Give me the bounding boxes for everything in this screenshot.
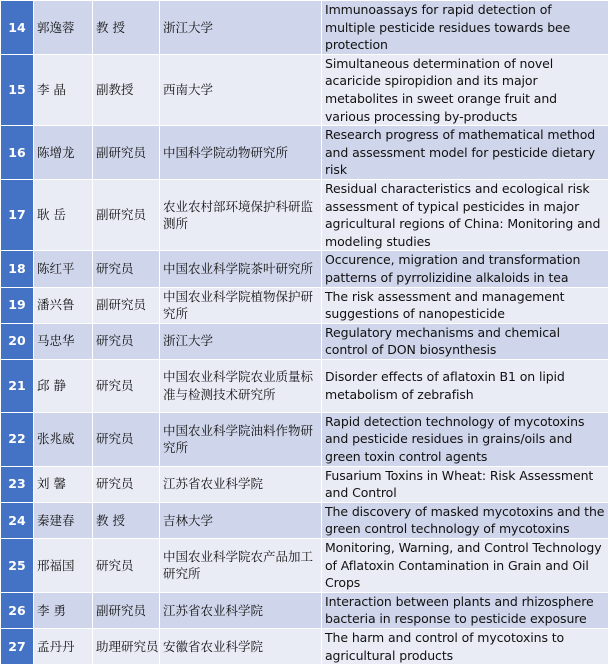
table-row xyxy=(1,1,608,55)
table-row xyxy=(1,502,608,538)
speaker-name: 孟丹丹 xyxy=(34,629,93,665)
speaker-title: 教 授 xyxy=(93,502,160,538)
speaker-title: 副研究员 xyxy=(93,179,160,250)
table-row xyxy=(1,539,608,593)
speaker-title: 助理研究员 xyxy=(93,629,160,665)
speaker-organization: 中国科学院动物研究所 xyxy=(160,126,322,180)
talk-topic: The risk assessment and management suggestions of nanopesticide xyxy=(322,287,608,323)
speaker-title: 研究员 xyxy=(93,323,160,359)
row-number: 24 xyxy=(1,502,34,538)
speaker-title: 研究员 xyxy=(93,466,160,502)
speaker-organization: 安徽省农业科学院 xyxy=(160,629,322,665)
speaker-name: 李 晶 xyxy=(34,54,93,125)
speaker-organization: 农业农村部环境保护科研监测所 xyxy=(160,179,322,250)
row-number: 16 xyxy=(1,126,34,180)
speaker-title: 研究员 xyxy=(93,539,160,593)
row-number: 27 xyxy=(1,629,34,665)
row-number: 15 xyxy=(1,54,34,125)
talk-topic: Residual characteristics and ecological risk assessment of typical pesticides in major agricultural regions of China: Monitoring and modeling studies xyxy=(322,179,608,250)
speaker-organization: 吉林大学 xyxy=(160,502,322,538)
talk-topic: Rapid detection technology of mycotoxins and pesticide residues in grains/oils and green toxin control agents xyxy=(322,412,608,466)
talk-topic: The discovery of masked mycotoxins and the green control technology of mycotoxins xyxy=(322,502,608,538)
speaker-title: 研究员 xyxy=(93,251,160,287)
speaker-organization: 江苏省农业科学院 xyxy=(160,592,322,628)
speaker-organization: 中国农业科学院农业质量标准与检测技术研究所 xyxy=(160,359,322,412)
talk-topic: Immunoassays for rapid detection of multiple pesticide residues towards bee protection xyxy=(322,1,608,55)
row-number: 23 xyxy=(1,466,34,502)
speaker-organization: 中国农业科学院茶叶研究所 xyxy=(160,251,322,287)
talk-topic: Interaction between plants and rhizosphere bacteria in response to pesticide exposure xyxy=(322,592,608,628)
table-row xyxy=(1,412,608,466)
row-number: 20 xyxy=(1,323,34,359)
speaker-name: 马忠华 xyxy=(34,323,93,359)
speaker-table-body xyxy=(1,1,608,665)
speaker-organization: 浙江大学 xyxy=(160,1,322,55)
speaker-name: 秦建春 xyxy=(34,502,93,538)
talk-topic: The harm and control of mycotoxins to agricultural products xyxy=(322,629,608,665)
row-number: 22 xyxy=(1,412,34,466)
speaker-name: 张兆威 xyxy=(34,412,93,466)
speaker-title: 研究员 xyxy=(93,412,160,466)
table-row xyxy=(1,251,608,287)
table-row xyxy=(1,287,608,323)
row-number: 21 xyxy=(1,359,34,412)
speaker-title: 副研究员 xyxy=(93,287,160,323)
speaker-organization: 中国农业科学院植物保护研究所 xyxy=(160,287,322,323)
talk-topic: Occurence, migration and transformation patterns of pyrrolizidine alkaloids in tea xyxy=(322,251,608,287)
speaker-organization: 浙江大学 xyxy=(160,323,322,359)
speaker-name: 潘兴鲁 xyxy=(34,287,93,323)
speaker-title: 教 授 xyxy=(93,1,160,55)
talk-topic: Disorder effects of aflatoxin B1 on lipid metabolism of zebrafish xyxy=(322,359,608,412)
speaker-name: 李 勇 xyxy=(34,592,93,628)
speaker-name: 邢福国 xyxy=(34,539,93,593)
speaker-name: 郭逸蓉 xyxy=(34,1,93,55)
speaker-title: 研究员 xyxy=(93,359,160,412)
table-row xyxy=(1,359,608,412)
table-row xyxy=(1,179,608,250)
row-number: 25 xyxy=(1,539,34,593)
table-row xyxy=(1,592,608,628)
speaker-name: 陈红平 xyxy=(34,251,93,287)
speaker-title: 副教授 xyxy=(93,54,160,125)
speaker-name: 邱 静 xyxy=(34,359,93,412)
row-number: 17 xyxy=(1,179,34,250)
table-row xyxy=(1,54,608,125)
talk-topic: Monitoring, Warning, and Control Technology of Aflatoxin Contamination in Grain and Oil Crops xyxy=(322,539,608,593)
row-number: 26 xyxy=(1,592,34,628)
row-number: 19 xyxy=(1,287,34,323)
row-number: 14 xyxy=(1,1,34,55)
speaker-name: 陈增龙 xyxy=(34,126,93,180)
talk-topic: Fusarium Toxins in Wheat: Risk Assessment and Control xyxy=(322,466,608,502)
speaker-title: 副研究员 xyxy=(93,592,160,628)
speaker-title: 副研究员 xyxy=(93,126,160,180)
table-row xyxy=(1,466,608,502)
speaker-organization: 中国农业科学院油料作物研究所 xyxy=(160,412,322,466)
talk-topic: Regulatory mechanisms and chemical control of DON biosynthesis xyxy=(322,323,608,359)
talk-topic: Simultaneous determination of novel acaricide spiropidion and its major metabolites in sweet orange fruit and various processing by-products xyxy=(322,54,608,125)
talk-topic: Research progress of mathematical method and assessment model for pesticide dietary risk xyxy=(322,126,608,180)
row-number: 18 xyxy=(1,251,34,287)
speaker-organization: 江苏省农业科学院 xyxy=(160,466,322,502)
speaker-name: 刘 馨 xyxy=(34,466,93,502)
table-row xyxy=(1,126,608,180)
speaker-organization: 西南大学 xyxy=(160,54,322,125)
table-row xyxy=(1,323,608,359)
speaker-organization: 中国农业科学院农产品加工研究所 xyxy=(160,539,322,593)
speaker-name: 耿 岳 xyxy=(34,179,93,250)
